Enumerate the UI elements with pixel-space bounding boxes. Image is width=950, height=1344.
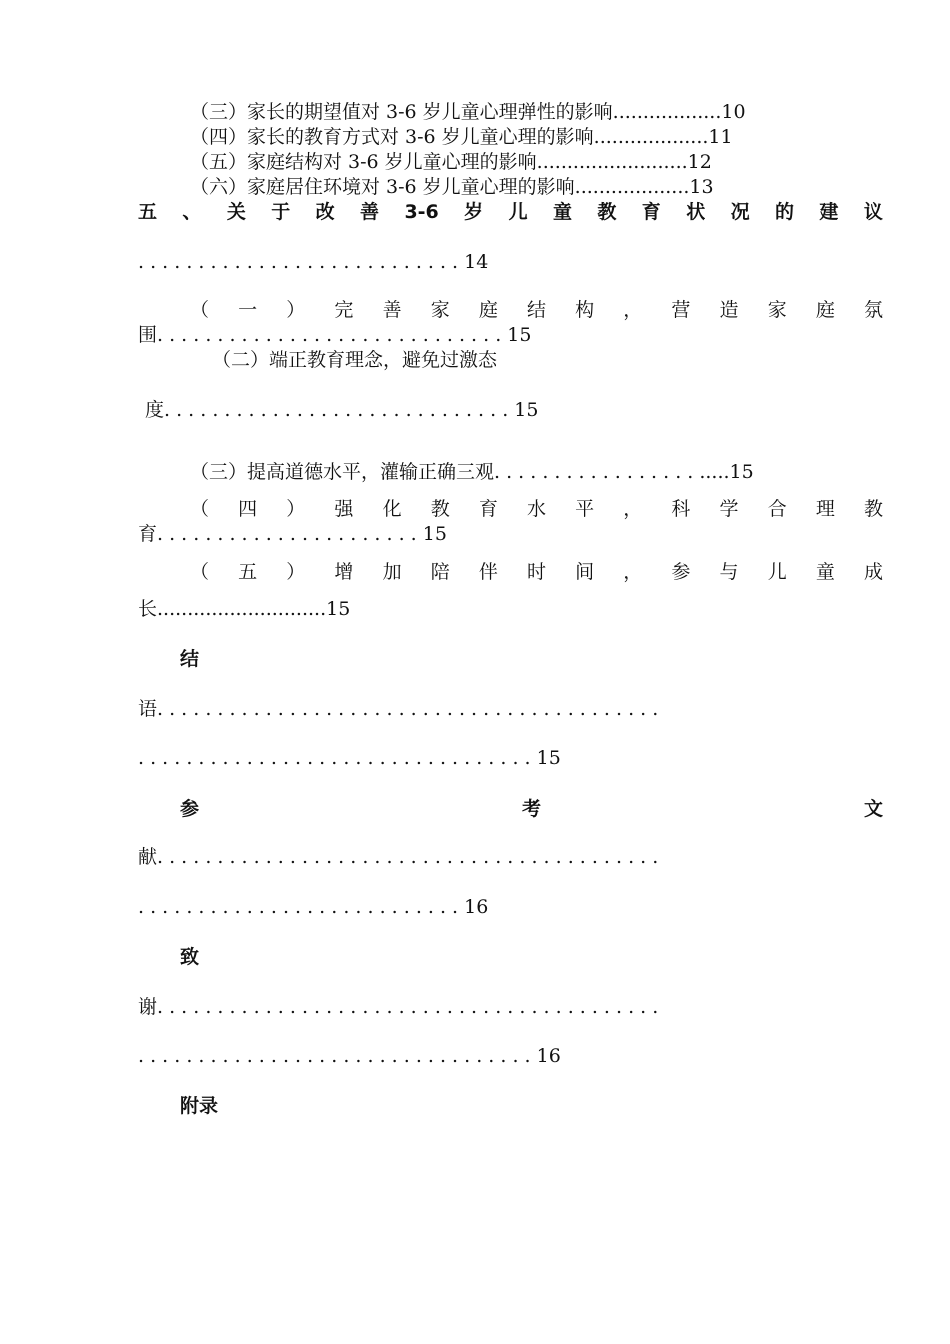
entry-5-4-char: ， — [623, 498, 643, 520]
entry-5-5-char: 与 — [719, 561, 739, 583]
entry-5-1-char: 营 — [671, 299, 691, 321]
toc-section-5-heading[interactable] — [138, 200, 883, 224]
entry-5-1-char: 善 — [382, 299, 402, 321]
toc-entry-5-1-cont[interactable]: 围. . . . . . . . . . . . . . . . . . . . . . . . . . . . . 15 — [138, 324, 532, 346]
toc-entry-4-5[interactable]: （五）家庭结构对 3-6 岁儿童心理的影响.........................12 — [190, 151, 712, 173]
section-5-heading-char: 善 — [360, 201, 380, 223]
entry-5-1-char: 完 — [334, 299, 354, 321]
entry-5-5-char: 时 — [526, 561, 546, 583]
toc-entry-5-2-cont[interactable]: 度. . . . . . . . . . . . . . . . . . . . . . . . . . . . . 15 — [145, 399, 539, 421]
entry-5-5-char: 儿 — [767, 561, 787, 583]
entry-5-4-char: 化 — [382, 498, 402, 520]
toc-conclusion-page[interactable]: . . . . . . . . . . . . . . . . . . . . . . . . . . . . . . . . . 15 — [138, 747, 561, 769]
toc-entry-5-5[interactable] — [190, 560, 883, 584]
entry-5-4-char: ） — [286, 498, 306, 520]
entry-5-1-char: 造 — [719, 299, 739, 321]
toc-entry-4-4[interactable]: （四）家长的教育方式对 3-6 岁儿童心理的影响...................11 — [190, 126, 733, 148]
section-5-heading-char: 状 — [686, 201, 706, 223]
section-5-heading-char: 建 — [819, 201, 839, 223]
section-5-heading-char: 的 — [775, 201, 795, 223]
entry-5-1-char: ， — [623, 299, 643, 321]
entry-5-5-char: 增 — [334, 561, 354, 583]
entry-5-5-char: ， — [623, 561, 643, 583]
section-5-heading-char: 改 — [315, 201, 335, 223]
entry-5-4-char: 科 — [671, 498, 691, 520]
entry-5-4-char: 四 — [238, 498, 258, 520]
section-5-heading-char: 关 — [226, 201, 246, 223]
entry-5-5-char: （ — [190, 561, 210, 583]
toc-thanks-leader[interactable]: 谢. . . . . . . . . . . . . . . . . . . . . . . . . . . . . . . . . . . . . . . . . . — [138, 996, 659, 1018]
references-heading-char: 考 — [521, 798, 541, 820]
toc-conclusion-leader[interactable]: 语. . . . . . . . . . . . . . . . . . . . . . . . . . . . . . . . . . . . . . . . . . — [138, 698, 659, 720]
entry-5-4-char: 学 — [719, 498, 739, 520]
toc-thanks-heading[interactable]: 致 — [180, 946, 200, 968]
entry-5-5-char: 五 — [238, 561, 258, 583]
section-5-heading-char: 童 — [552, 201, 572, 223]
entry-5-4-char: 强 — [334, 498, 354, 520]
toc-thanks-page[interactable]: . . . . . . . . . . . . . . . . . . . . . . . . . . . . . . . . . 16 — [138, 1045, 561, 1067]
entry-5-1-char: 庭 — [478, 299, 498, 321]
entry-5-4-char: 教 — [863, 498, 883, 520]
entry-5-1-char: 家 — [767, 299, 787, 321]
entry-5-5-char: 加 — [382, 561, 402, 583]
entry-5-5-char: 成 — [863, 561, 883, 583]
toc-appendix[interactable]: 附录 — [180, 1095, 219, 1117]
references-heading-char: 文 — [863, 798, 883, 820]
section-5-heading-char: 育 — [641, 201, 661, 223]
references-heading-char: 参 — [180, 798, 200, 820]
entry-5-5-char: 伴 — [478, 561, 498, 583]
entry-5-1-char: 氛 — [863, 299, 883, 321]
entry-5-1-char: 庭 — [815, 299, 835, 321]
entry-5-1-char: ） — [286, 299, 306, 321]
toc-entry-5-4[interactable] — [190, 497, 883, 521]
toc-entry-5-2[interactable]: （二）端正教育理念，避免过激态 — [212, 349, 498, 371]
entry-5-1-char: 结 — [526, 299, 546, 321]
toc-entry-4-3[interactable]: （三）家长的期望值对 3-6 岁儿童心理弹性的影响..................10 — [190, 101, 746, 123]
section-5-heading-char: 教 — [597, 201, 617, 223]
entry-5-4-char: （ — [190, 498, 210, 520]
section-5-heading-char: 于 — [271, 201, 291, 223]
entry-5-1-char: 家 — [430, 299, 450, 321]
toc-references-page[interactable]: . . . . . . . . . . . . . . . . . . . . . . . . . . . 16 — [138, 896, 489, 918]
entry-5-4-char: 合 — [767, 498, 787, 520]
toc-entry-5-3[interactable]: （三）提高道德水平，灌输正确三观. . . . . . . . . . . . . . . . . .....15 — [190, 461, 754, 483]
toc-entry-4-6[interactable]: （六）家庭居住环境对 3-6 岁儿童心理的影响...................13 — [190, 176, 714, 198]
section-5-heading-char: 、 — [182, 201, 202, 223]
section-5-heading-char: 议 — [863, 201, 883, 223]
section-5-heading-char: 儿 — [508, 201, 528, 223]
section-5-heading-char: 五 — [138, 201, 158, 223]
entry-5-4-char: 水 — [526, 498, 546, 520]
entry-5-5-char: ） — [286, 561, 306, 583]
entry-5-1-char: 一 — [238, 299, 258, 321]
section-5-heading-char: 3-6 — [404, 201, 439, 223]
section-5-heading-char: 况 — [730, 201, 750, 223]
entry-5-4-char: 理 — [815, 498, 835, 520]
entry-5-4-char: 平 — [575, 498, 595, 520]
entry-5-5-char: 陪 — [430, 561, 450, 583]
entry-5-5-char: 参 — [671, 561, 691, 583]
entry-5-5-char: 间 — [575, 561, 595, 583]
toc-entry-5-5-cont[interactable]: 长............................15 — [138, 598, 351, 620]
toc-entry-5-1[interactable] — [190, 298, 883, 322]
entry-5-4-char: 教 — [430, 498, 450, 520]
entry-5-4-char: 育 — [478, 498, 498, 520]
toc-references-leader[interactable]: 献. . . . . . . . . . . . . . . . . . . . . . . . . . . . . . . . . . . . . . . . . . — [138, 846, 659, 868]
entry-5-1-char: （ — [190, 299, 210, 321]
toc-section-5-leader[interactable]: . . . . . . . . . . . . . . . . . . . . . . . . . . . 14 — [138, 251, 489, 273]
toc-conclusion-heading[interactable]: 结 — [180, 648, 200, 670]
entry-5-1-char: 构 — [575, 299, 595, 321]
toc-entry-5-4-cont[interactable]: 育. . . . . . . . . . . . . . . . . . . . . . 15 — [138, 523, 447, 545]
entry-5-5-char: 童 — [815, 561, 835, 583]
toc-references-heading[interactable] — [180, 797, 883, 821]
section-5-heading-char: 岁 — [464, 201, 484, 223]
